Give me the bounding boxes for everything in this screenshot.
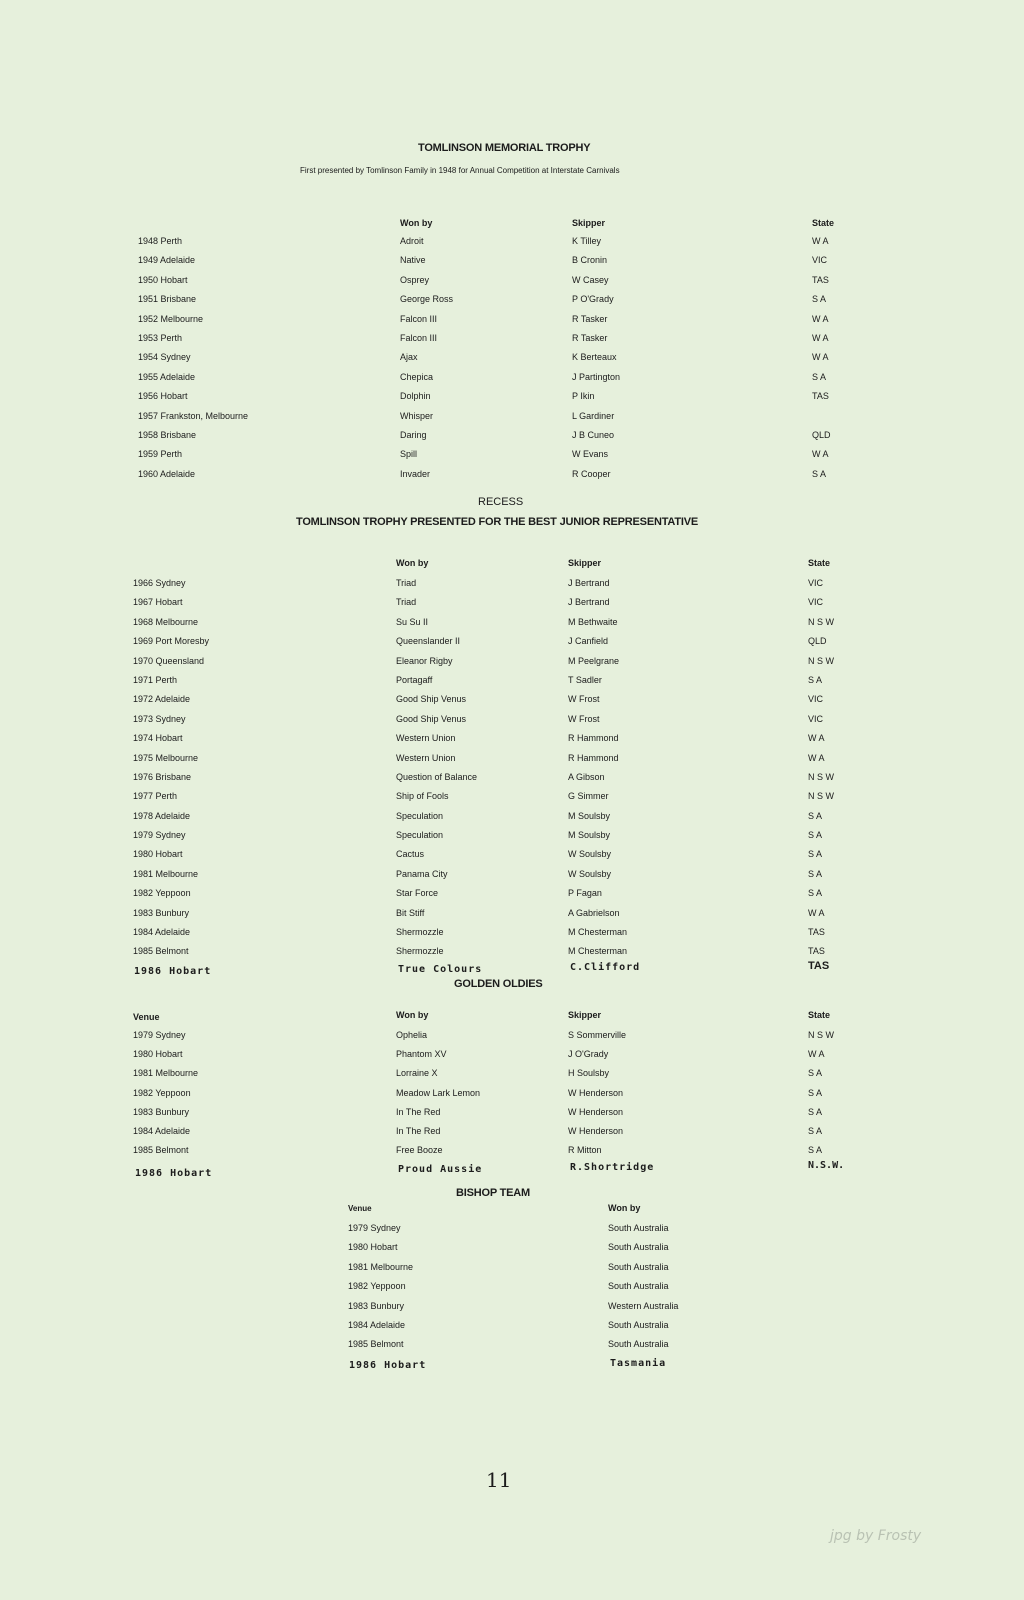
- cell-venue: 1981 Melbourne: [133, 1068, 199, 1079]
- cell-venue: 1981 Melbourne: [133, 868, 199, 879]
- cell-won-by: Falcon III: [400, 313, 438, 324]
- cell-state: QLD: [812, 429, 831, 440]
- table-row: [0, 593, 1024, 612]
- cell-venue: 1980 Hobart: [348, 1242, 398, 1253]
- cell-skipper: M Bethwaite: [568, 616, 618, 627]
- section2-last-won-by: True Colours: [398, 964, 483, 975]
- cell-state: N S W: [808, 791, 834, 802]
- cell-state: S A: [808, 1068, 823, 1079]
- cell-skipper: B Cronin: [572, 255, 608, 266]
- cell-state: W A: [812, 332, 829, 343]
- cell-venue: 1949 Adelaide: [138, 255, 196, 266]
- table-row: [0, 387, 1024, 406]
- table-row: [0, 768, 1024, 787]
- cell-venue: 1982 Yeppoon: [133, 1087, 191, 1098]
- table-row: [0, 348, 1024, 367]
- cell-skipper: W Casey: [572, 274, 609, 285]
- section2-table: [0, 574, 1024, 962]
- table-row: [0, 690, 1024, 709]
- cell-skipper: K Berteaux: [572, 352, 617, 363]
- table-row: [0, 251, 1024, 270]
- cell-venue: 1972 Adelaide: [133, 694, 191, 705]
- section1-header-skipper: Skipper: [572, 218, 606, 228]
- table-row: [0, 1141, 1024, 1160]
- section2-header-state: State: [808, 558, 831, 568]
- cell-state: S A: [812, 468, 827, 479]
- cell-skipper: R Mitton: [568, 1145, 602, 1156]
- cell-skipper: W Soulsby: [568, 868, 612, 879]
- cell-won-by: In The Red: [396, 1106, 441, 1117]
- section2-last-state: TAS: [808, 960, 830, 972]
- cell-won-by: Dolphin: [400, 391, 431, 402]
- table-row: [0, 1219, 1024, 1238]
- cell-won-by: Speculation: [396, 830, 444, 841]
- cell-skipper: W Frost: [568, 694, 600, 705]
- cell-won-by: Western Union: [396, 733, 456, 744]
- cell-venue: 1978 Adelaide: [133, 810, 191, 821]
- cell-venue: 1980 Hobart: [133, 849, 183, 860]
- cell-venue: 1951 Brisbane: [138, 294, 197, 305]
- section4-last-won-by: Tasmania: [610, 1358, 667, 1369]
- cell-state: TAS: [812, 391, 829, 402]
- cell-state: N S W: [808, 1030, 834, 1040]
- cell-skipper: R Cooper: [572, 468, 611, 479]
- cell-venue: 1960 Adelaide: [138, 468, 196, 479]
- cell-skipper: A Gabrielson: [568, 907, 620, 918]
- cell-won-by: Daring: [400, 429, 427, 440]
- cell-venue: 1982 Yeppoon: [348, 1281, 406, 1292]
- cell-venue: 1984 Adelaide: [348, 1319, 406, 1330]
- table-row: [0, 749, 1024, 768]
- cell-venue: 1983 Bunbury: [133, 907, 190, 918]
- cell-won-by: South Australia: [608, 1242, 669, 1253]
- cell-venue: 1979 Sydney: [348, 1223, 401, 1233]
- section3-header-venue: Venue: [133, 1012, 160, 1022]
- section3-title: GOLDEN OLDIES: [454, 978, 543, 990]
- table-row: [0, 1045, 1024, 1064]
- cell-skipper: J B Cuneo: [572, 429, 615, 440]
- cell-skipper: M Chesterman: [568, 927, 628, 938]
- cell-venue: 1976 Brisbane: [133, 771, 192, 782]
- section1-subtitle: First presented by Tomlinson Family in 1948 for Annual Competition at Interstate Carnivals: [300, 166, 620, 175]
- cell-venue: 1983 Bunbury: [133, 1106, 190, 1117]
- section3-last-skipper: R.Shortridge: [570, 1162, 655, 1173]
- page-number: 11: [486, 1468, 512, 1492]
- cell-state: W A: [808, 752, 825, 763]
- cell-won-by: Shermozzle: [396, 927, 444, 938]
- cell-state: VIC: [808, 713, 824, 724]
- table-row: [0, 904, 1024, 923]
- table-row: [0, 310, 1024, 329]
- cell-skipper: J Partington: [572, 371, 621, 382]
- cell-state: TAS: [808, 946, 825, 957]
- section2-title: TOMLINSON TROPHY PRESENTED FOR THE BEST JUNIOR REPRESENTATIVE: [296, 516, 698, 528]
- cell-won-by: Triad: [396, 597, 417, 608]
- cell-won-by: South Australia: [608, 1281, 669, 1292]
- table-row: [0, 271, 1024, 290]
- table-row: [0, 652, 1024, 671]
- cell-skipper: T Sadler: [568, 674, 602, 685]
- cell-state: S A: [812, 371, 827, 382]
- cell-won-by: Falcon III: [400, 332, 438, 343]
- cell-skipper: G Simmer: [568, 791, 609, 802]
- cell-state: S A: [808, 830, 823, 841]
- table-row: [0, 1238, 1024, 1257]
- cell-won-by: Adroit: [400, 236, 424, 246]
- table-row: [0, 826, 1024, 845]
- table-row: [0, 671, 1024, 690]
- table-row: [0, 1026, 1024, 1045]
- cell-skipper: J Bertrand: [568, 578, 610, 588]
- table-row: [0, 632, 1024, 651]
- cell-skipper: H Soulsby: [568, 1068, 610, 1079]
- cell-skipper: R Hammond: [568, 733, 619, 744]
- cell-venue: 1957 Frankston, Melbourne: [138, 410, 249, 421]
- section4-header-venue: Venue: [348, 1204, 372, 1213]
- table-row: [0, 445, 1024, 464]
- table-row: [0, 1122, 1024, 1141]
- table-row: [0, 710, 1024, 729]
- cell-state: TAS: [812, 274, 829, 285]
- section3-last-state: N.S.W.: [808, 1160, 845, 1171]
- cell-venue: 1967 Hobart: [133, 597, 183, 608]
- cell-state: W A: [812, 449, 829, 460]
- cell-state: S A: [808, 849, 823, 860]
- table-row: [0, 574, 1024, 593]
- cell-state: VIC: [808, 578, 824, 588]
- cell-won-by: Osprey: [400, 274, 430, 285]
- table-row: [0, 729, 1024, 748]
- cell-state: VIC: [808, 597, 824, 608]
- cell-won-by: Star Force: [396, 888, 439, 899]
- cell-venue: 1984 Adelaide: [133, 1125, 191, 1136]
- cell-skipper: P O'Grady: [572, 294, 614, 305]
- cell-venue: 1983 Bunbury: [348, 1300, 405, 1311]
- cell-state: N S W: [808, 771, 834, 782]
- cell-won-by: Speculation: [396, 810, 444, 821]
- cell-venue: 1975 Melbourne: [133, 752, 199, 763]
- cell-skipper: M Chesterman: [568, 946, 628, 957]
- cell-won-by: Queenslander II: [396, 636, 461, 647]
- cell-venue: 1953 Perth: [138, 332, 183, 343]
- cell-won-by: Triad: [396, 578, 417, 588]
- table-row: [0, 1297, 1024, 1316]
- section4-last-venue: 1986 Hobart: [349, 1360, 427, 1371]
- table-row: [0, 465, 1024, 484]
- cell-won-by: Free Booze: [396, 1145, 443, 1156]
- cell-won-by: Phantom XV: [396, 1049, 447, 1060]
- cell-state: W A: [808, 1049, 825, 1060]
- cell-won-by: George Ross: [400, 294, 454, 305]
- cell-skipper: J O'Grady: [568, 1049, 609, 1060]
- cell-venue: 1948 Perth: [138, 236, 183, 246]
- cell-won-by: Ship of Fools: [396, 791, 449, 802]
- table-row: [0, 787, 1024, 806]
- cell-venue: 1977 Perth: [133, 791, 178, 802]
- section1-header-won-by: Won by: [400, 218, 433, 228]
- cell-won-by: Chepica: [400, 371, 434, 382]
- table-row: [0, 368, 1024, 387]
- cell-state: TAS: [808, 927, 825, 938]
- cell-state: W A: [812, 352, 829, 363]
- section3-last-won-by: Proud Aussie: [398, 1164, 483, 1175]
- cell-state: S A: [808, 1087, 823, 1098]
- table-row: [0, 290, 1024, 309]
- section1-title: TOMLINSON MEMORIAL TROPHY: [418, 142, 591, 154]
- cell-venue: 1980 Hobart: [133, 1049, 183, 1060]
- cell-state: W A: [808, 907, 825, 918]
- cell-won-by: Spill: [400, 449, 418, 460]
- cell-skipper: A Gibson: [568, 771, 605, 782]
- cell-venue: 1950 Hobart: [138, 274, 188, 285]
- cell-won-by: Good Ship Venus: [396, 694, 467, 705]
- cell-state: S A: [808, 810, 823, 821]
- cell-won-by: Ajax: [400, 352, 418, 363]
- cell-skipper: J Bertrand: [568, 597, 610, 608]
- cell-venue: 1984 Adelaide: [133, 927, 191, 938]
- cell-won-by: South Australia: [608, 1319, 669, 1330]
- section3-last-venue: 1986 Hobart: [135, 1168, 213, 1179]
- cell-state: QLD: [808, 636, 827, 647]
- cell-skipper: S Sommerville: [568, 1030, 627, 1040]
- cell-venue: 1981 Melbourne: [348, 1261, 414, 1272]
- table-row: [0, 232, 1024, 251]
- cell-skipper: W Soulsby: [568, 849, 612, 860]
- cell-skipper: W Frost: [568, 713, 600, 724]
- section3-table: [0, 1026, 1024, 1160]
- cell-skipper: P Ikin: [572, 391, 595, 402]
- table-row: [0, 329, 1024, 348]
- section2-header-won-by: Won by: [396, 558, 429, 568]
- table-row: [0, 1258, 1024, 1277]
- table-row: [0, 865, 1024, 884]
- table-row: [0, 884, 1024, 903]
- table-row: [0, 426, 1024, 445]
- section4-title: BISHOP TEAM: [456, 1187, 530, 1199]
- cell-venue: 1958 Brisbane: [138, 429, 197, 440]
- cell-won-by: South Australia: [608, 1223, 669, 1233]
- cell-skipper: M Soulsby: [568, 810, 611, 821]
- cell-skipper: R Tasker: [572, 313, 608, 324]
- cell-state: S A: [808, 1125, 823, 1136]
- cell-won-by: Good Ship Venus: [396, 713, 467, 724]
- cell-skipper: W Henderson: [568, 1106, 624, 1117]
- cell-skipper: M Peelgrane: [568, 655, 620, 666]
- cell-venue: 1982 Yeppoon: [133, 888, 191, 899]
- cell-won-by: Ophelia: [396, 1030, 428, 1040]
- cell-venue: 1985 Belmont: [348, 1339, 404, 1350]
- cell-state: S A: [812, 294, 827, 305]
- section1-table: [0, 232, 1024, 484]
- cell-state: W A: [812, 236, 829, 246]
- cell-state: VIC: [812, 255, 828, 266]
- cell-venue: 1973 Sydney: [133, 713, 186, 724]
- cell-venue: 1969 Port Moresby: [133, 636, 210, 647]
- table-row: [0, 807, 1024, 826]
- table-row: [0, 1103, 1024, 1122]
- cell-won-by: Shermozzle: [396, 946, 444, 957]
- cell-won-by: Lorraine X: [396, 1068, 438, 1079]
- cell-won-by: South Australia: [608, 1339, 669, 1350]
- section3-header-state: State: [808, 1010, 831, 1020]
- recess-label: RECESS: [478, 496, 524, 508]
- table-row: [0, 845, 1024, 864]
- cell-won-by: Cactus: [396, 849, 425, 860]
- cell-venue: 1954 Sydney: [138, 352, 191, 363]
- cell-venue: 1979 Sydney: [133, 1030, 186, 1040]
- cell-skipper: R Hammond: [568, 752, 619, 763]
- cell-skipper: W Evans: [572, 449, 609, 460]
- cell-won-by: Eleanor Rigby: [396, 655, 453, 666]
- cell-won-by: In The Red: [396, 1125, 441, 1136]
- cell-skipper: J Canfield: [568, 636, 609, 647]
- table-row: [0, 942, 1024, 961]
- cell-won-by: Bit Stiff: [396, 907, 425, 918]
- cell-venue: 1970 Queensland: [133, 655, 205, 666]
- section2-header-skipper: Skipper: [568, 558, 602, 568]
- section3-header-skipper: Skipper: [568, 1010, 602, 1020]
- table-row: [0, 1335, 1024, 1354]
- cell-venue: 1955 Adelaide: [138, 371, 196, 382]
- cell-skipper: K Tilley: [572, 236, 602, 246]
- section2-last-venue: 1986 Hobart: [134, 966, 212, 977]
- cell-won-by: Panama City: [396, 868, 448, 879]
- section4-table: [0, 1219, 1024, 1355]
- cell-won-by: Western Union: [396, 752, 456, 763]
- cell-venue: 1959 Perth: [138, 449, 183, 460]
- cell-venue: 1985 Belmont: [133, 946, 189, 957]
- cell-skipper: L Gardiner: [572, 410, 615, 421]
- table-row: [0, 1316, 1024, 1335]
- cell-state: S A: [808, 674, 823, 685]
- table-row: [0, 613, 1024, 632]
- cell-state: W A: [808, 733, 825, 744]
- image-credit: jpg by Frosty: [830, 1528, 922, 1544]
- cell-won-by: Native: [400, 255, 426, 266]
- cell-won-by: Su Su II: [396, 616, 429, 627]
- section4-header-won-by: Won by: [608, 1203, 641, 1213]
- cell-venue: 1952 Melbourne: [138, 313, 204, 324]
- cell-state: W A: [812, 313, 829, 324]
- cell-venue: 1956 Hobart: [138, 391, 188, 402]
- table-row: [0, 1084, 1024, 1103]
- cell-state: S A: [808, 1106, 823, 1117]
- cell-won-by: Question of Balance: [396, 771, 478, 782]
- cell-state: S A: [808, 868, 823, 879]
- cell-won-by: South Australia: [608, 1261, 669, 1272]
- cell-won-by: Invader: [400, 468, 431, 479]
- table-row: [0, 923, 1024, 942]
- section1-header-state: State: [812, 218, 835, 228]
- table-row: [0, 407, 1024, 426]
- cell-state: N S W: [808, 616, 834, 627]
- cell-skipper: M Soulsby: [568, 830, 611, 841]
- section2-last-skipper: C.Clifford: [570, 962, 641, 973]
- cell-venue: 1974 Hobart: [133, 733, 183, 744]
- cell-skipper: W Henderson: [568, 1087, 624, 1098]
- cell-state: N S W: [808, 655, 834, 666]
- cell-state: S A: [808, 888, 823, 899]
- cell-won-by: Meadow Lark Lemon: [396, 1087, 481, 1098]
- cell-skipper: W Henderson: [568, 1125, 624, 1136]
- cell-venue: 1985 Belmont: [133, 1145, 189, 1156]
- cell-won-by: Whisper: [400, 410, 434, 421]
- cell-venue: 1971 Perth: [133, 674, 178, 685]
- table-row: [0, 1277, 1024, 1296]
- table-row: [0, 1064, 1024, 1083]
- cell-won-by: Western Australia: [608, 1300, 679, 1311]
- cell-venue: 1966 Sydney: [133, 578, 186, 588]
- cell-venue: 1968 Melbourne: [133, 616, 199, 627]
- cell-state: S A: [808, 1145, 823, 1156]
- cell-skipper: P Fagan: [568, 888, 602, 899]
- cell-state: VIC: [808, 694, 824, 705]
- cell-won-by: Portagaff: [396, 674, 433, 685]
- cell-skipper: R Tasker: [572, 332, 608, 343]
- cell-venue: 1979 Sydney: [133, 830, 186, 841]
- section3-header-won-by: Won by: [396, 1010, 429, 1020]
